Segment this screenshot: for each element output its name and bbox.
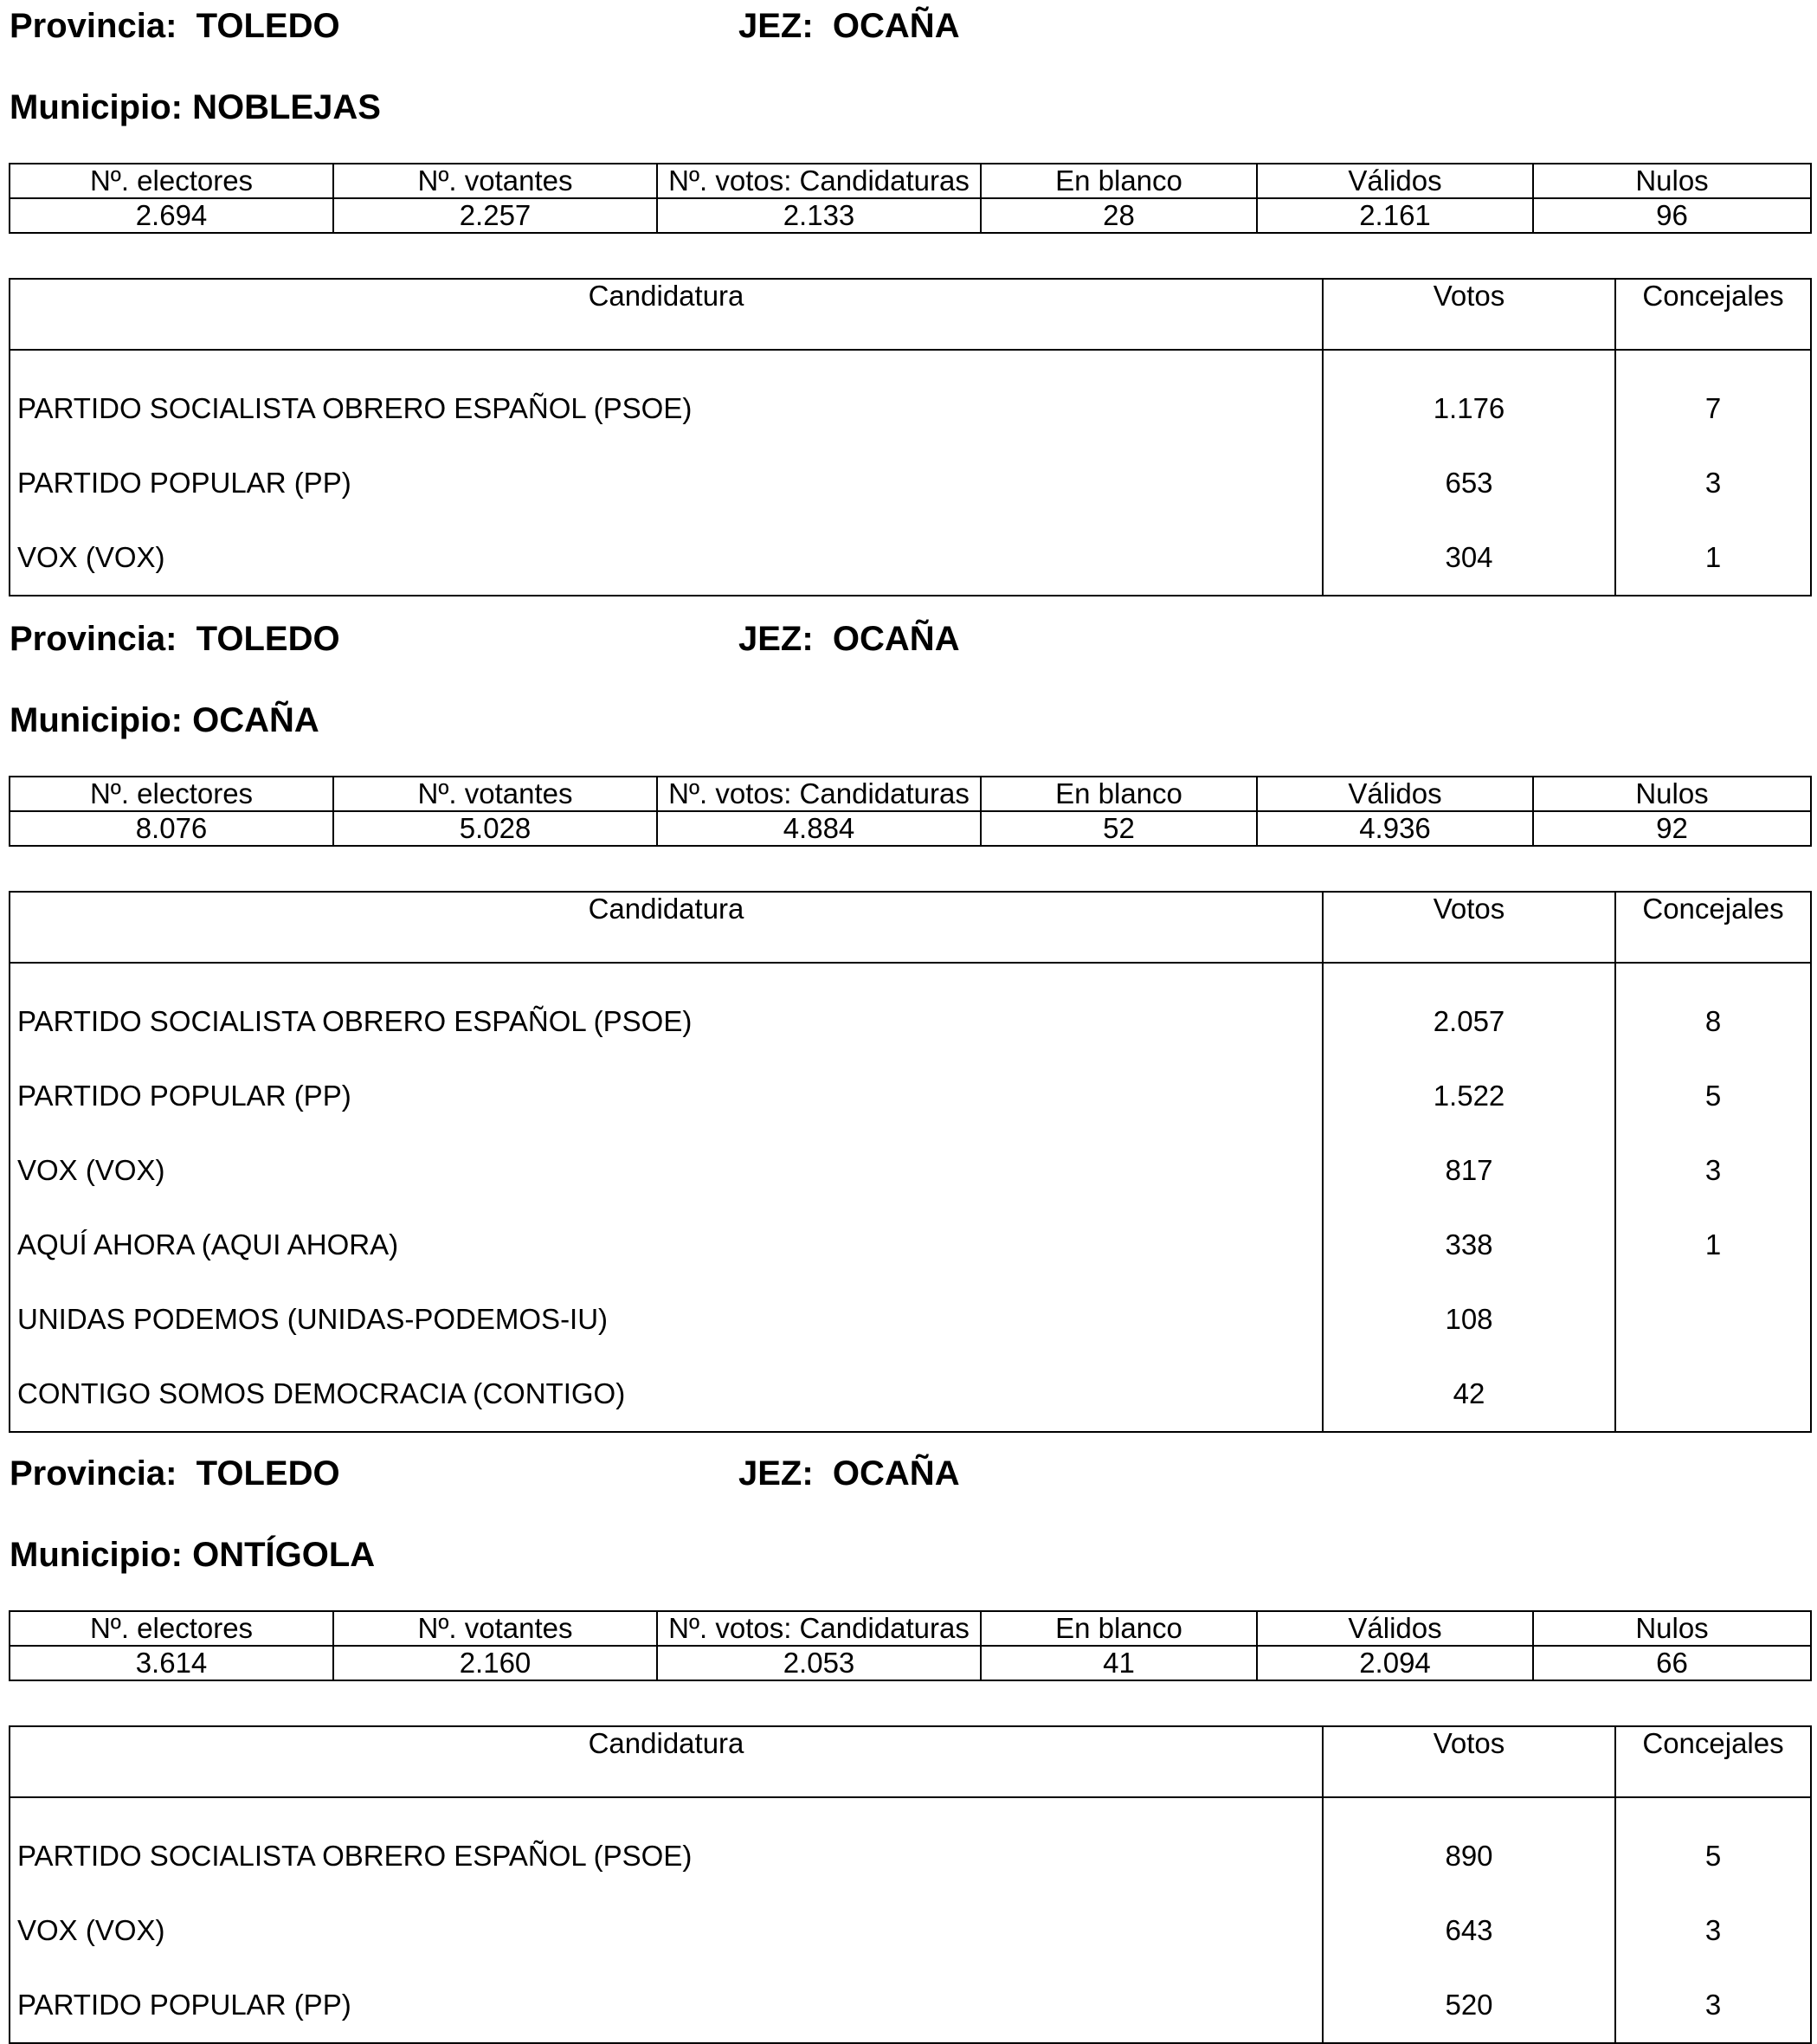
candidatura-name: PARTIDO SOCIALISTA OBRERO ESPAÑOL (PSOE)	[10, 1797, 1323, 1893]
electores-header: Nº. electores	[10, 777, 333, 811]
table-row	[10, 1133, 1811, 1208]
candidatura-concejales	[1615, 1357, 1811, 1432]
en-blanco-value: 52	[981, 811, 1257, 846]
provincia-value: TOLEDO	[196, 620, 340, 658]
candidatura-concejales: 3	[1615, 1968, 1811, 2043]
table-row	[10, 963, 1811, 1059]
validos-value: 2.161	[1257, 198, 1533, 233]
candidatura-name: PARTIDO POPULAR (PP)	[10, 446, 1323, 520]
validos-header: Válidos	[1257, 777, 1533, 811]
jez-heading: JEZ: OCAÑA	[738, 1454, 960, 1493]
table-row	[10, 1968, 1811, 2043]
stats-value-row	[10, 811, 1811, 846]
candidatura-name: PARTIDO SOCIALISTA OBRERO ESPAÑOL (PSOE)	[10, 963, 1323, 1059]
nulos-header: Nulos	[1533, 164, 1811, 198]
votantes-value: 2.160	[333, 1646, 657, 1680]
table-row	[10, 350, 1811, 446]
votantes-header: Nº. votantes	[333, 1611, 657, 1646]
votantes-value: 2.257	[333, 198, 657, 233]
candidaturas-table	[9, 1725, 1812, 2044]
candidatura-name: VOX (VOX)	[10, 1133, 1323, 1208]
candidatura-name: PARTIDO SOCIALISTA OBRERO ESPAÑOL (PSOE)	[10, 350, 1323, 446]
municipio-heading: Municipio: ONTÍGOLA	[10, 1536, 376, 1574]
en-blanco-header: En blanco	[981, 1611, 1257, 1646]
nulos-header: Nulos	[1533, 1611, 1811, 1646]
municipio-section	[0, 9, 1817, 571]
candidatura-votos: 1.176	[1323, 350, 1615, 446]
municipio-value: ONTÍGOLA	[192, 1536, 376, 1574]
stats-table	[9, 776, 1812, 847]
candidatura-votos: 643	[1323, 1893, 1615, 1968]
candidaturas-header-row	[10, 279, 1811, 350]
nulos-value: 92	[1533, 811, 1811, 846]
candidatura-votos: 817	[1323, 1133, 1615, 1208]
jez-value: OCAÑA	[832, 620, 960, 658]
candidatura-votos: 42	[1323, 1357, 1615, 1432]
candidatura-votos: 890	[1323, 1797, 1615, 1893]
table-row	[10, 446, 1811, 520]
candidatura-header: Candidatura	[10, 892, 1323, 963]
candidatura-votos: 2.057	[1323, 963, 1615, 1059]
candidatura-votos: 653	[1323, 446, 1615, 520]
validos-header: Válidos	[1257, 1611, 1533, 1646]
candidaturas-table	[9, 891, 1812, 1433]
candidaturas-header-row	[10, 1726, 1811, 1797]
candidatura-name: AQUÍ AHORA (AQUI AHORA)	[10, 1208, 1323, 1282]
nulos-value: 96	[1533, 198, 1811, 233]
votos-candidaturas-value: 2.053	[657, 1646, 981, 1680]
provincia-value: TOLEDO	[196, 7, 340, 45]
electores-value: 2.694	[10, 198, 333, 233]
municipio-value: NOBLEJAS	[192, 88, 381, 126]
candidatura-name: VOX (VOX)	[10, 1893, 1323, 1968]
table-row	[10, 1797, 1811, 1893]
candidatura-votos: 338	[1323, 1208, 1615, 1282]
municipio-value: OCAÑA	[192, 701, 319, 739]
table-row	[10, 1357, 1811, 1432]
concejales-header: Concejales	[1615, 1726, 1811, 1797]
validos-value: 2.094	[1257, 1646, 1533, 1680]
jez-value: OCAÑA	[832, 7, 960, 45]
candidatura-concejales: 1	[1615, 520, 1811, 596]
provincia-heading: Provincia: TOLEDO	[10, 620, 340, 658]
candidatura-name: CONTIGO SOMOS DEMOCRACIA (CONTIGO)	[10, 1357, 1323, 1432]
en-blanco-value: 41	[981, 1646, 1257, 1680]
nulos-value: 66	[1533, 1646, 1811, 1680]
votos-candidaturas-header: Nº. votos: Candidaturas	[657, 164, 981, 198]
stats-header-row	[10, 164, 1811, 198]
votos-candidaturas-header: Nº. votos: Candidaturas	[657, 1611, 981, 1646]
electores-header: Nº. electores	[10, 164, 333, 198]
candidatura-concejales: 5	[1615, 1797, 1811, 1893]
municipio-section	[0, 1456, 1817, 2027]
provincia-heading: Provincia: TOLEDO	[10, 7, 340, 45]
electores-value: 3.614	[10, 1646, 333, 1680]
stats-value-row	[10, 198, 1811, 233]
votos-header: Votos	[1323, 892, 1615, 963]
candidatura-concejales: 3	[1615, 446, 1811, 520]
en-blanco-header: En blanco	[981, 164, 1257, 198]
candidatura-header: Candidatura	[10, 279, 1323, 350]
electores-value: 8.076	[10, 811, 333, 846]
candidaturas-table	[9, 278, 1812, 596]
provincia-value: TOLEDO	[196, 1454, 340, 1493]
en-blanco-header: En blanco	[981, 777, 1257, 811]
stats-header-row	[10, 777, 1811, 811]
stats-header-row	[10, 1611, 1811, 1646]
provincia-heading: Provincia: TOLEDO	[10, 1454, 340, 1493]
votantes-header: Nº. votantes	[333, 777, 657, 811]
candidatura-concejales: 3	[1615, 1893, 1811, 1968]
candidatura-concejales: 7	[1615, 350, 1811, 446]
validos-value: 4.936	[1257, 811, 1533, 846]
municipio-section	[0, 620, 1817, 1409]
electores-header: Nº. electores	[10, 1611, 333, 1646]
table-row	[10, 1059, 1811, 1133]
validos-header: Válidos	[1257, 164, 1533, 198]
concejales-header: Concejales	[1615, 892, 1811, 963]
jez-heading: JEZ: OCAÑA	[738, 620, 960, 658]
candidatura-name: VOX (VOX)	[10, 520, 1323, 596]
votos-candidaturas-value: 2.133	[657, 198, 981, 233]
votos-header: Votos	[1323, 1726, 1615, 1797]
candidatura-concejales	[1615, 1282, 1811, 1357]
municipio-heading: Municipio: NOBLEJAS	[10, 88, 381, 126]
candidatura-header: Candidatura	[10, 1726, 1323, 1797]
votos-header: Votos	[1323, 279, 1615, 350]
jez-value: OCAÑA	[832, 1454, 960, 1493]
table-row	[10, 1893, 1811, 1968]
candidatura-name: UNIDAS PODEMOS (UNIDAS-PODEMOS-IU)	[10, 1282, 1323, 1357]
votantes-header: Nº. votantes	[333, 164, 657, 198]
candidatura-concejales: 5	[1615, 1059, 1811, 1133]
candidatura-name: PARTIDO POPULAR (PP)	[10, 1968, 1323, 2043]
votantes-value: 5.028	[333, 811, 657, 846]
jez-heading: JEZ: OCAÑA	[738, 7, 960, 45]
candidatura-votos: 108	[1323, 1282, 1615, 1357]
candidatura-votos: 1.522	[1323, 1059, 1615, 1133]
candidatura-concejales: 3	[1615, 1133, 1811, 1208]
candidatura-name: PARTIDO POPULAR (PP)	[10, 1059, 1323, 1133]
en-blanco-value: 28	[981, 198, 1257, 233]
stats-table	[9, 1610, 1812, 1681]
nulos-header: Nulos	[1533, 777, 1811, 811]
candidatura-concejales: 8	[1615, 963, 1811, 1059]
candidaturas-header-row	[10, 892, 1811, 963]
votos-candidaturas-header: Nº. votos: Candidaturas	[657, 777, 981, 811]
stats-table	[9, 163, 1812, 234]
votos-candidaturas-value: 4.884	[657, 811, 981, 846]
table-row	[10, 1208, 1811, 1282]
table-row	[10, 520, 1811, 596]
stats-value-row	[10, 1646, 1811, 1680]
concejales-header: Concejales	[1615, 279, 1811, 350]
candidatura-votos: 520	[1323, 1968, 1615, 2043]
municipio-heading: Municipio: OCAÑA	[10, 701, 319, 739]
candidatura-votos: 304	[1323, 520, 1615, 596]
table-row	[10, 1282, 1811, 1357]
candidatura-concejales: 1	[1615, 1208, 1811, 1282]
